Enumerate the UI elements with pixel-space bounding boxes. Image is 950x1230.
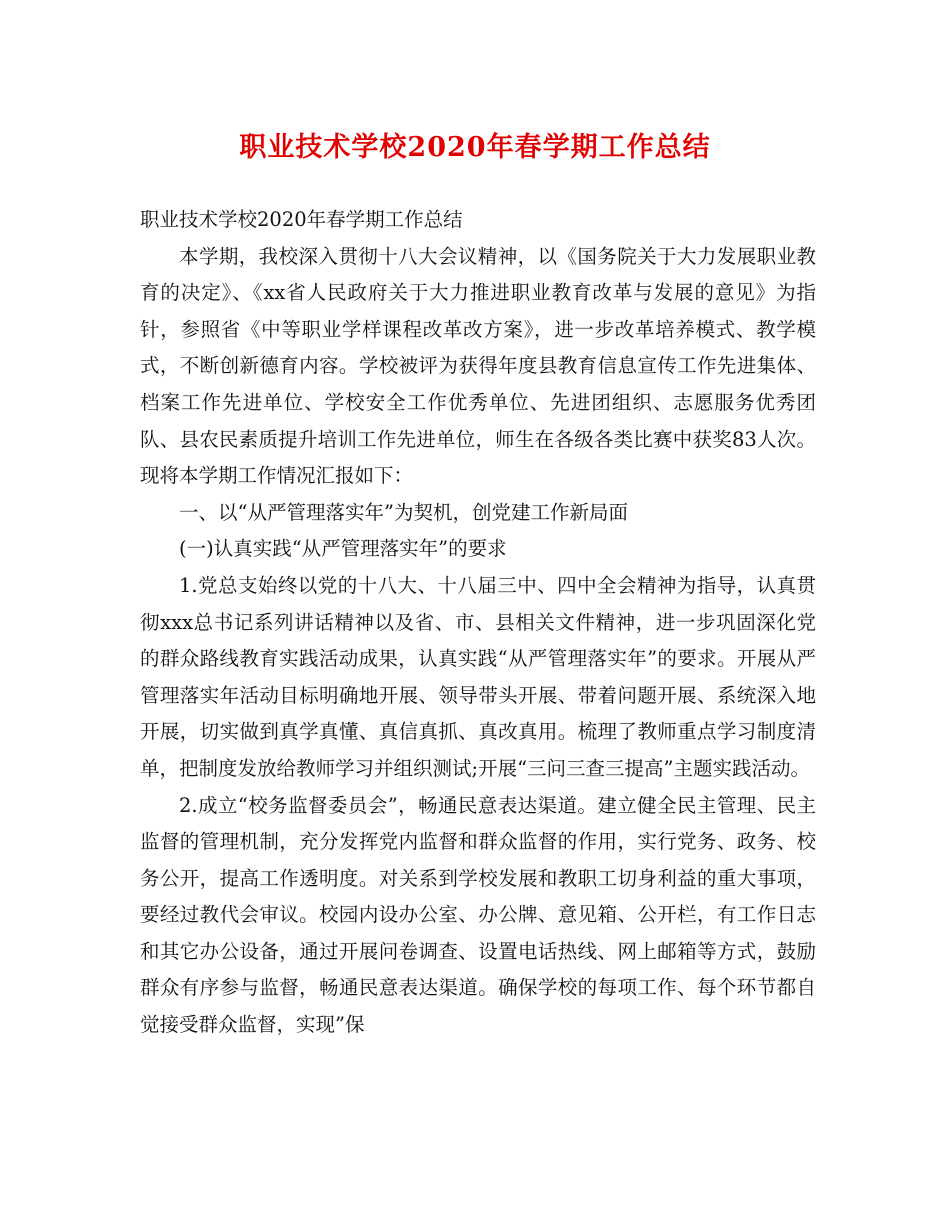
section-heading: 一、以“从严管理落实年”为契机，创党建工作新局面 xyxy=(179,500,628,524)
document-body xyxy=(140,202,816,1044)
subsection-heading: (一)认真实践“从严管理落实年”的要求 xyxy=(179,537,507,561)
document-title: 职业技术学校2020年春学期工作总结 xyxy=(239,132,711,163)
subtitle-paragraph: 职业技术学校2020年春学期工作总结 xyxy=(140,208,463,231)
body-paragraph: 1.党总支始终以党的十八大、十八届三中、四中全会精神为指导，认真贯彻xxx总书记系列讲话精神以及省、市、县相关文件精神，进一步巩固深化党的群众路线教育实践活动成果，认真实践“从严管理落实年”的要求。开展从严管理落实年活动目标明确地开展、领导带头开展、带着问题开展、系统深入地开展，切实做到真学真懂、真信真抓、真改真用。梳理了教师重点学习制度清单，把制度发放给教师学习并组织测试;开展“三问三查三提高”主题实践活动。 xyxy=(140,573,816,780)
body-paragraph: 2.成立“校务监督委员会”，畅通民意表达渠道。建立健全民主管理、民主监督的管理机制，充分发挥党内监督和群众监督的作用，实行党务、政务、校务公开，提高工作透明度。对关系到学校发展和教职工切身利益的重大事项，要经过教代会审议。校园内设办公室、办公牌、意见箱、公开栏，有工作日志和其它办公设备，通过开展问卷调查、设置电话热线、网上邮箱等方式，鼓励群众有序参与监督，畅通民意表达渠道。确保学校的每项工作、每个环节都自觉接受群众监督，实现”保 xyxy=(140,793,816,1037)
intro-paragraph: 本学期，我校深入贯彻十八大会议精神，以《国务院关于大力发展职业教育的决定》、《xx省人民政府关于大力推进职业教育改革与发展的意见》为指针，参照省《中等职业学样课程改革改方案》，进一步改革培养模式、教学模式，不断创新德育内容。学校被评为获得年度县教育信息宣传工作先进集体、档案工作先进单位、学校安全工作优秀单位、先进团组织、志愿服务优秀团队、县农民素质提升培训工作先进单位，师生在各级各类比赛中获奖83人次。现将本学期工作情况汇报如下： xyxy=(140,244,816,488)
